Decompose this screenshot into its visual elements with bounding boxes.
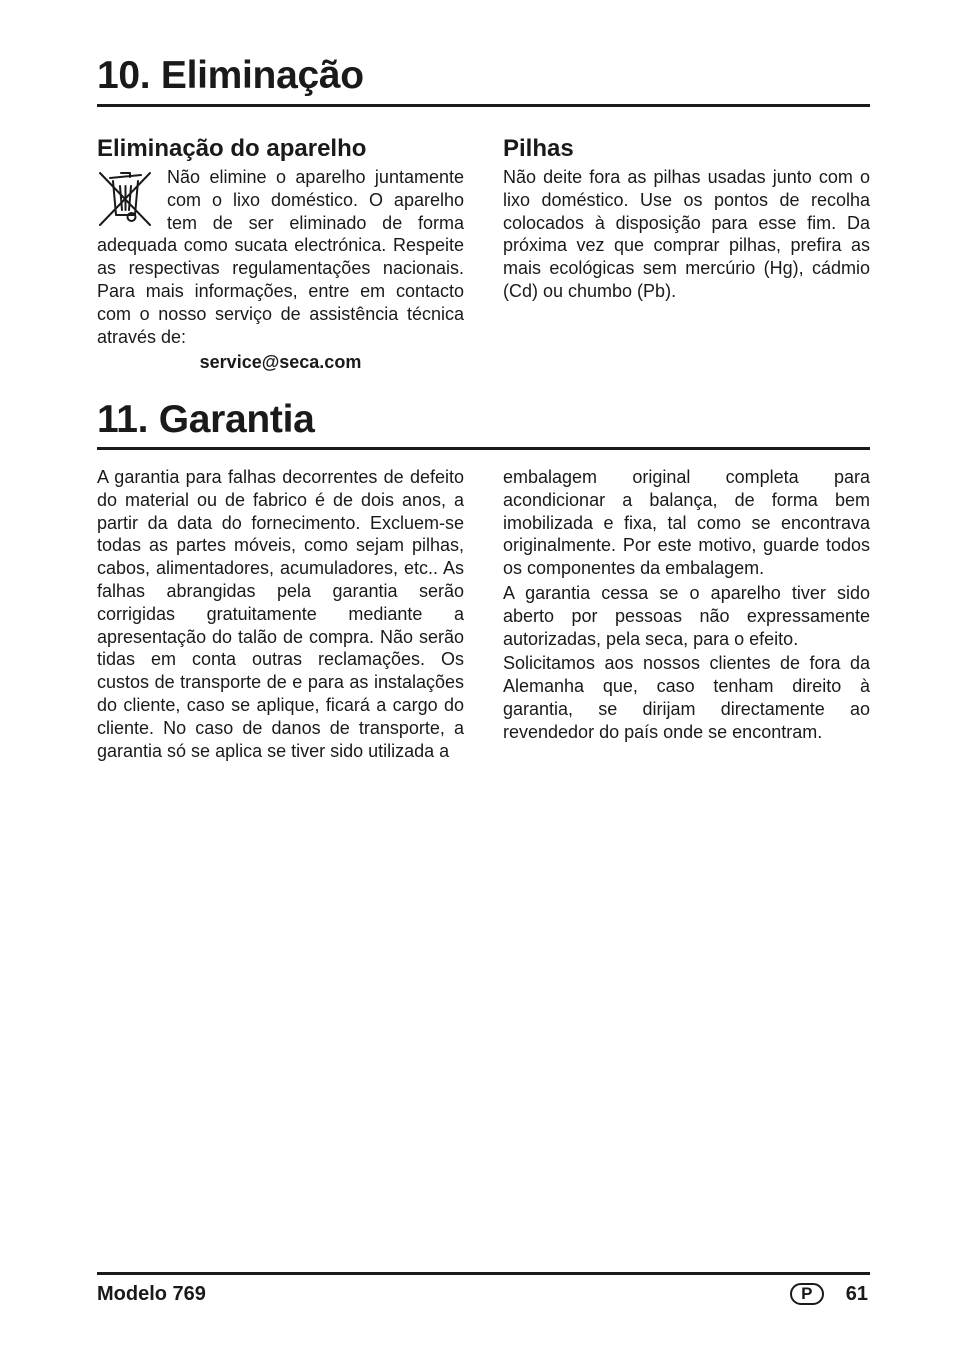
chapter-10-title: 10. Eliminação (97, 54, 364, 97)
chapter-11-rule (97, 447, 870, 450)
disposal-section (97, 135, 464, 373)
chapter-10-rule (97, 104, 870, 107)
warranty-paragraph-2: A garantia cessa se o aparelho tiver sido aberto por pessoas não expressamente autorizadas, pela seca, para o efeito. (503, 582, 870, 649)
footer-rule (97, 1272, 870, 1275)
warranty-paragraph-3: Solicitamos aos nossos clientes de fora da Alemanha que, caso tenham direito à garantia, se dirijam directamente ao revendedor do país onde se encontram. (503, 653, 870, 742)
warranty-right-column (503, 466, 870, 744)
page-number: 61 (845, 1283, 868, 1305)
footer-model: Modelo 769 (97, 1283, 206, 1305)
disposal-paragraph (97, 166, 464, 348)
warranty-paragraph-1: embalagem original completa para acondicionar a balança, de forma bem imobilizada e fixa, tal como se encontrava originalmente. Por este motivo, guarde todos os componentes da embalagem. (503, 467, 870, 579)
batteries-section (503, 135, 870, 303)
disposal-heading: Eliminação do aparelho (97, 135, 367, 162)
manual-page (97, 0, 870, 1352)
batteries-text: Não deite fora as pilhas usadas junto com o lixo doméstico. Use os pontos de recolha colocados à disposição para esse fim. Da próxima vez que comprar pilhas, prefira as mais ecológicas sem mercúrio (Hg), cádmio (Cd) ou chumbo (Pb). (503, 167, 870, 301)
warranty-left-column (97, 466, 464, 762)
service-email: service@seca.com (199, 352, 362, 373)
batteries-heading: Pilhas (503, 135, 574, 162)
crossed-out-wheelie-bin-icon (97, 169, 153, 229)
disposal-text: Não elimine o aparelho juntamente com o lixo doméstico. O aparelho tem de ser eliminado de forma adequada como sucata electrónica. Respeite as respectivas regulamentações nacionais. Para mais informações, entre em contacto com o nosso serviço de assistência técnica através de: (97, 167, 464, 347)
language-badge: P (790, 1283, 824, 1305)
warranty-text-left: A garantia para falhas decorrentes de defeito do material ou de fabrico é de dois anos, a partir da data do fornecimento. Excluem-se todas as partes móveis, como sejam pilhas, cabos, alimentadores, acumuladores, etc.. As falhas abrangidas pela garantia serão corrigidas gratuitamente mediante a apresentação do talão de compra. Não serão tidas em conta outras reclamações. Os custos de transporte de e para as instalações do cliente, caso se aplique, ficará a cargo do cliente. No caso de danos de transporte, a garantia só se aplica se tiver sido utilizada a (97, 467, 464, 761)
chapter-11-title: 11. Garantia (97, 398, 315, 441)
footer-page-info (790, 1281, 868, 1307)
